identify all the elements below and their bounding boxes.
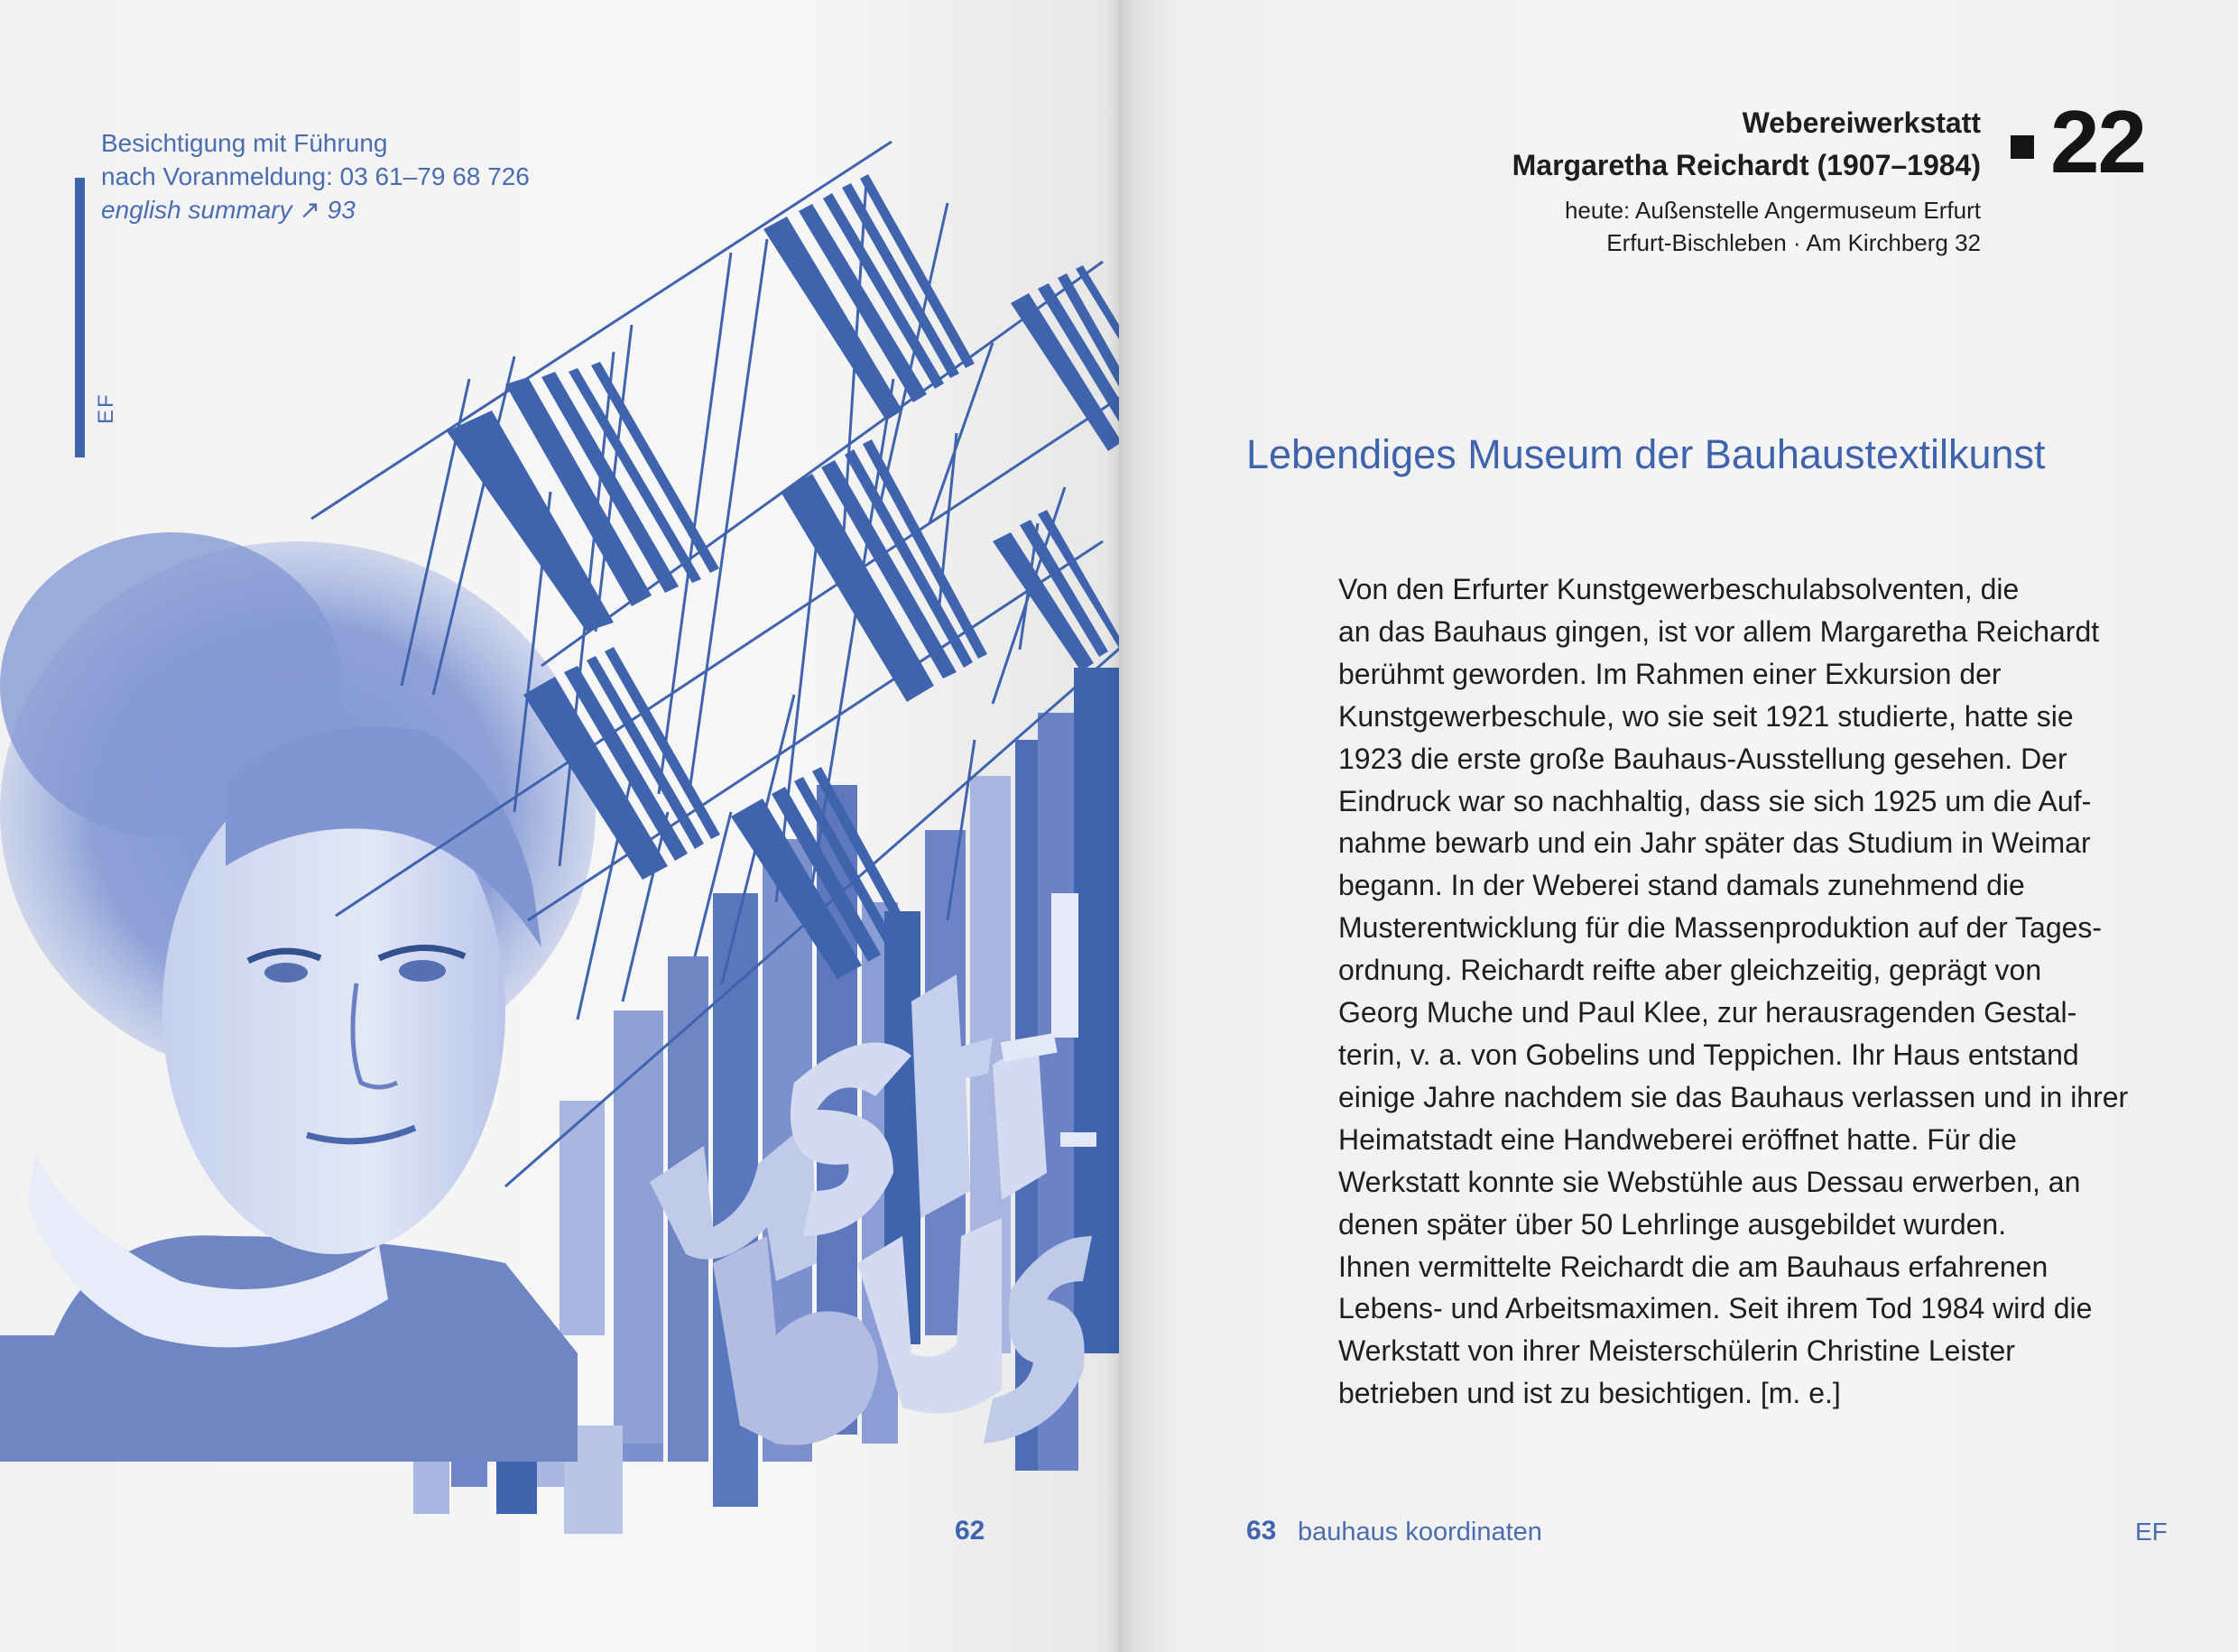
body-line: denen später über 50 Lehrlinge ausgebildet wurden. [1338,1207,2007,1241]
body-line: Eindruck war so nachhaltig, dass sie sich 1925 um die Auf- [1338,784,2092,817]
page-number-left: 62 [955,1516,985,1546]
english-summary-link[interactable]: english summary ↗ 93 [101,196,356,224]
body-line: terin, v. a. von Gobelins und Teppichen. Ihr Haus entstand [1338,1038,2079,1071]
body-line: 1923 die erste große Bauhaus-Ausstellung gesehen. Der [1338,742,2067,775]
side-region-code: EF [94,392,118,424]
running-title: bauhaus koordinaten [1298,1518,1542,1546]
visit-info [101,126,530,226]
body-line: berühmt geworden. Im Rahmen einer Exkursion der [1338,657,2002,690]
body-line: begann. In der Weberei stand damals zunehmend die [1338,869,2025,902]
article-headline: Lebendiges Museum der Bauhaustextilkunst [1246,431,2046,477]
article-body [1338,568,2169,1415]
body-line: Von den Erfurter Kunstgewerbeschulabsolventen, die [1338,573,2020,605]
heading-line-1: Webereiwerkstatt [1742,106,1981,139]
body-line: Lebens- und Arbeitsmaximen. Seit ihrem Tod 1984 wird die [1338,1292,2093,1325]
body-line: einige Jahre nachdem sie das Bauhaus verlassen und in ihrer [1338,1080,2129,1113]
body-line: Musterentwicklung für die Massenproduktion auf der Tages- [1338,911,2103,945]
body-line: Ihnen vermittelte Reichardt die am Bauhaus erfahrenen [1338,1250,2048,1283]
body-line: Werkstatt von ihrer Meisterschülerin Christine Leister [1338,1334,2015,1368]
page-number-right: 63 [1246,1516,1277,1546]
heading-line-4: Erfurt-Bischleben · Am Kirchberg 32 [1606,229,1981,256]
region-code-right: EF [2135,1518,2168,1546]
body-line: nahme bewarb und ein Jahr später das Studium in Weimar [1338,826,2091,860]
heading-line-3: heute: Außenstelle Angermuseum Erfurt [1564,197,1981,224]
body-line: ordnung. Reichardt reifte aber gleichzeitig, geprägt von [1338,954,2042,987]
body-line: an das Bauhaus gingen, ist vor allem Margaretha Reichardt [1338,614,2100,648]
visit-line-2: nach Voranmeldung: 03 61–79 68 726 [101,162,530,190]
body-line: betrieben und ist zu besichtigen. [m. e.] [1338,1377,1841,1410]
entry-number: 22 [2050,92,2146,191]
body-line: Heimatstadt eine Handweberei eröffnet hatte. Für die [1338,1122,2017,1156]
body-line: Georg Muche und Paul Klee, zur herausragenden Gestal- [1338,996,2077,1029]
body-line: Kunstgewerbeschule, wo sie seit 1921 studierte, hatte sie [1338,699,2074,733]
number-square-icon [2011,135,2034,159]
book-gutter [1106,0,1133,1652]
visit-line-1: Besichtigung mit Führung [101,129,388,157]
portrait-photo [0,532,596,1462]
body-line: Werkstatt konnte sie Webstühle aus Dessau erwerben, an [1338,1165,2081,1198]
side-accent-bar [75,178,85,457]
heading-line-2: Margaretha Reichardt (1907–1984) [1512,149,1981,181]
